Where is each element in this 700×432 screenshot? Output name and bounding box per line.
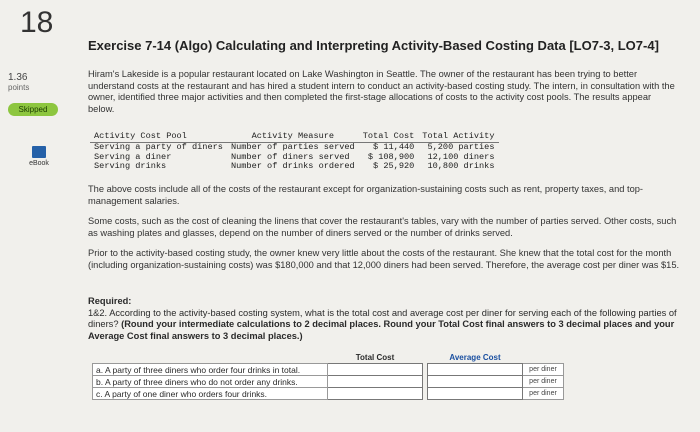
total-cost-cell: [328, 364, 423, 376]
points-info: [8, 72, 29, 92]
pool-col-header: Activity Cost Pool: [90, 132, 227, 142]
pool-cell: $ 25,920: [373, 161, 415, 172]
pool-table-header: [90, 132, 499, 142]
pool-cell: $ 11,440: [373, 141, 415, 152]
prior-knowledge-paragraph: Prior to the activity-based costing study, the owner knew very little about the costs of the restaurant. She knew that the total cost for the month (including organization-sustaining costs) was $180,000 and that 12,000 diners had been served. Therefore, the average cost per diner was $15.: [88, 248, 680, 270]
cost-drivers-paragraph: Some costs, such as the cost of cleaning the linens that cover the restaurant's tables, vary with the number of parties served. Other costs, such as washing plates and glasses, depend on the number of diners served or the number of drinks served.: [88, 216, 677, 238]
ebook-label: eBook: [29, 160, 49, 167]
table-row: [93, 364, 564, 376]
answer-row-label: c. A party of one diner who orders four drinks.: [93, 388, 328, 400]
intro-paragraph: Hiram's Lakeside is a popular restaurant located on Lake Washington in Seattle. The owner of the restaurant has been trying to better understand costs at the restaurant and has hired a student intern to conduct an activity-based costing study. The intern, in consultation with the owner, identified three major activities and then completed the first-stage allocations of costs to the activity cost pools. The results appear below.: [88, 69, 675, 114]
status-badge: Skipped: [8, 103, 58, 116]
pool-col-header: Total Activity: [418, 132, 498, 142]
per-diner-label: per diner: [523, 376, 564, 388]
total-cost-input[interactable]: [328, 365, 422, 375]
average-cost-cell: [428, 376, 523, 388]
answer-table: [92, 352, 564, 400]
answer-row-label: a. A party of three diners who order four drinks in total.: [93, 364, 328, 376]
total-cost-header: Total Cost: [355, 353, 395, 362]
ebook-link[interactable]: [24, 146, 54, 167]
pool-cell: 5,200 parties: [427, 141, 495, 152]
pool-cell: $ 108,900: [367, 151, 415, 162]
required-label: Required:: [88, 296, 132, 306]
pool-cell: Serving a diner: [94, 151, 172, 162]
average-cost-cell: [428, 364, 523, 376]
pool-cell: Number of parties served: [230, 141, 355, 152]
total-cost-cell: [328, 376, 423, 388]
total-cost-input[interactable]: [328, 377, 422, 387]
required-section: [88, 296, 680, 342]
question-number: 18: [20, 6, 54, 39]
costs-note-paragraph: The above costs include all of the costs of the restaurant except for organization-sustaining costs such as rent, property taxes, and top-management salaries.: [88, 184, 644, 206]
average-cost-cell: [428, 388, 523, 400]
rounding-instruction: (Round your intermediate calculations to 2 decimal places. Round your Total Cost final answers to 3 decimal places and your Average Cost final answers to 3 decimal places.): [88, 319, 675, 341]
activity-cost-pool-table: [90, 132, 499, 172]
book-icon: [32, 146, 46, 158]
pool-cell: Serving drinks: [94, 161, 167, 172]
table-row: [93, 388, 564, 400]
average-cost-input[interactable]: [428, 389, 522, 399]
per-diner-label: per diner: [523, 364, 564, 376]
pool-cell: Serving a party of diners: [94, 141, 223, 152]
pool-col-header: Total Cost: [359, 132, 419, 142]
pool-col-header: Activity Measure: [227, 132, 359, 142]
answer-table-header: [93, 352, 564, 364]
pool-cell: 10,800 drinks: [427, 161, 495, 172]
pool-cell: Number of drinks ordered: [230, 161, 355, 172]
per-diner-label: per diner: [523, 388, 564, 400]
table-row: [90, 162, 499, 172]
pool-cell: 12,100 diners: [427, 151, 495, 162]
answer-row-label: b. A party of three diners who do not order any drinks.: [93, 376, 328, 388]
total-cost-input[interactable]: [328, 389, 422, 399]
points-value: 1.36: [8, 72, 28, 83]
total-cost-cell: [328, 388, 423, 400]
points-unit: points: [8, 83, 30, 92]
average-cost-header: Average Cost: [449, 353, 501, 362]
exercise-title: Exercise 7-14 (Algo) Calculating and Interpreting Activity-Based Costing Data [LO7-3, LO7-4]: [88, 38, 659, 53]
table-row: [93, 376, 564, 388]
average-cost-input[interactable]: [428, 377, 522, 387]
required-text: 1&2. According to the activity-based costing system, what is the total cost and average cost per diner for serving each of the following parties of diners?: [88, 307, 677, 329]
average-cost-input[interactable]: [428, 365, 522, 375]
pool-cell: Number of diners served: [230, 151, 350, 162]
